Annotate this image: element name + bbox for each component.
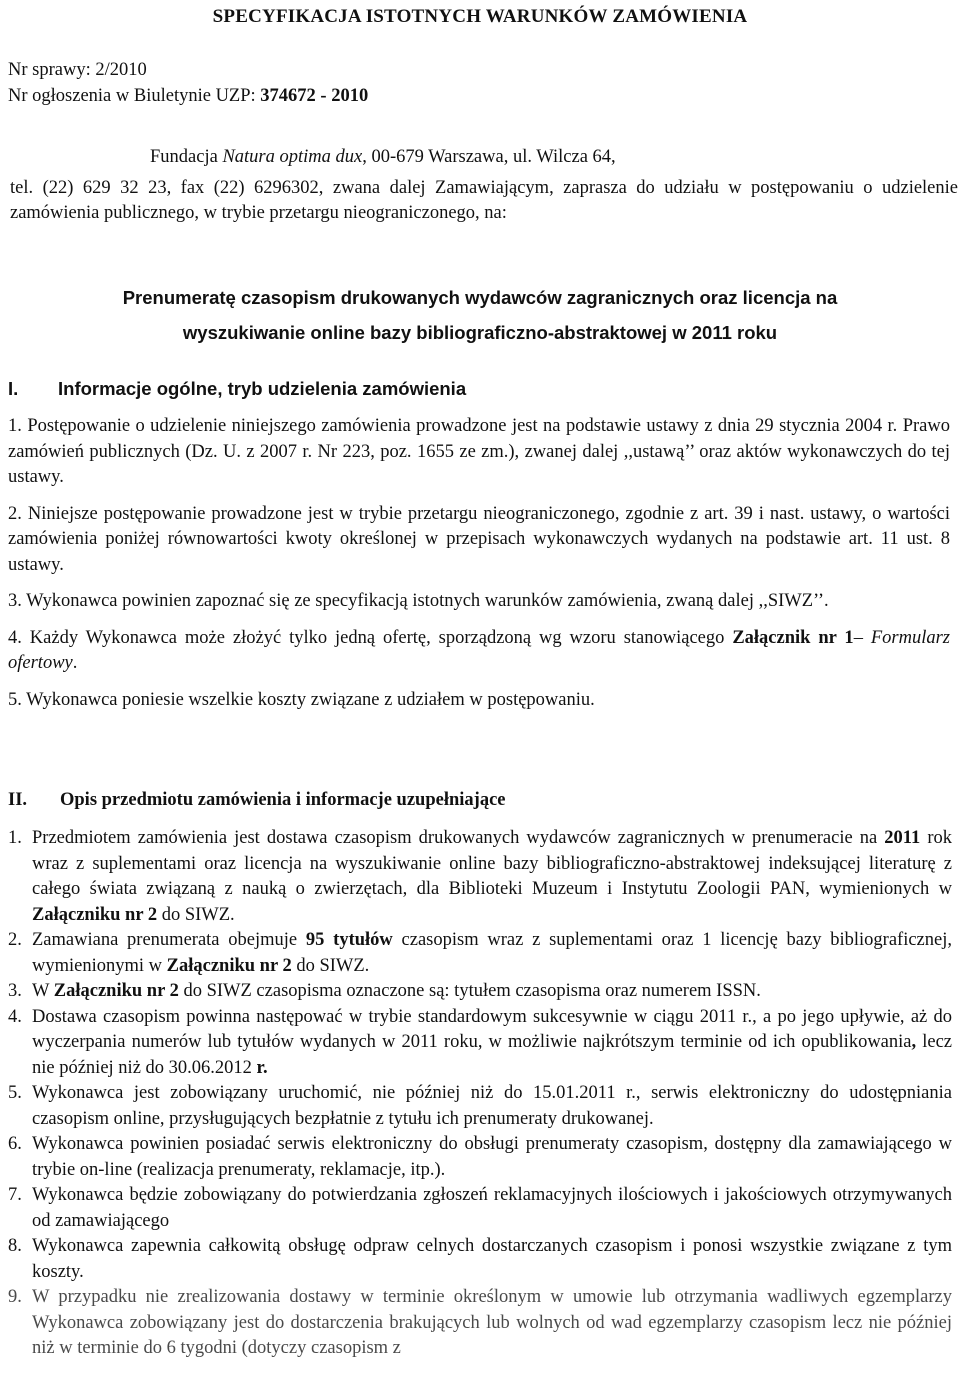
item-number: 1.	[8, 828, 22, 848]
item-number: 2.	[8, 503, 22, 524]
order-subject	[0, 280, 960, 350]
item-text: rok wraz z suplementami oraz licencja na wyszukiwanie online bazy bibliograficzno-abstraktowej indeksującej literaturę z całego świata związaną z nauką o zwierzętach, dla Biblioteki Muzeum i Instytutu Zoologii PAN, wymienionych w	[32, 828, 952, 899]
item-text: Wykonawca poniesie wszelkie koszty związane z udziałem w postępowaniu.	[26, 689, 595, 710]
list-item	[8, 979, 952, 1005]
item-number: 6.	[8, 1134, 22, 1154]
document-title: SPECYFIKACJA ISTOTNYCH WARUNKÓW ZAMÓWIENIA	[212, 6, 748, 27]
list-item	[8, 826, 952, 928]
item-number: 8.	[8, 1236, 22, 1256]
item-text: Wykonawca zapewnia całkowitą obsługę odpraw celnych dostarczanych czasopism i ponosi wszystkie związane z tym koszty.	[32, 1236, 952, 1282]
section-2-list	[8, 826, 952, 1362]
year-bold: 2011	[884, 828, 921, 848]
form-name: Formularz ofertowy	[8, 627, 951, 673]
item-text: Przedmiotem zamówienia jest dostawa czasopism drukowanych wydawców zagranicznych w prenumeracie na	[32, 828, 885, 848]
item-number: 4.	[8, 627, 22, 648]
item-text: .	[72, 653, 78, 673]
list-item	[8, 928, 952, 979]
item-text: Każdy Wykonawca może złożyć tylko jedną ofertę, sporządzoną wg wzoru stanowiącego	[29, 627, 733, 648]
list-item	[8, 414, 950, 491]
intro-rest: tel. (22) 629 32 23, fax (22) 6296302, zwana dalej Zamawiającym, zaprasza do udziału w postępowaniu o udzielenie zamówienia publicznego, w trybie przetargu nieograniczonego, na:	[10, 177, 958, 223]
attachment-ref: Załączniku nr 2	[32, 904, 158, 925]
item-number: 5.	[8, 689, 22, 710]
section-2-title: Opis przedmiotu zamówienia i informacje uzupełniające	[60, 790, 506, 810]
item-text: W przypadku nie zrealizowania dostawy w terminie określonym w umowie lub otrzymania wadliwych egzemplarzy Wykonawca zobowiązany jest do dostarczenia brakujących lub wolnych od wad egzemplarzy czasopism lecz nie później niż w terminie do 6 tygodni (dotyczy czasopism z	[32, 1287, 952, 1358]
comma-bold: ,	[911, 1032, 917, 1052]
section-2-number: II.	[8, 790, 28, 810]
section-1-list	[8, 414, 950, 724]
item-text: do SIWZ.	[291, 955, 370, 976]
item-text: czasopism wraz z suplementami oraz 1 licencję bazy bibliograficznej, wymienionymi w	[32, 930, 952, 976]
list-item	[8, 589, 950, 615]
item-number: 5.	[8, 1083, 22, 1103]
section-1-title: Informacje ogólne, tryb udzielenia zamówienia	[58, 378, 467, 399]
item-number: 9.	[8, 1287, 22, 1307]
item-number: 3.	[8, 591, 22, 611]
list-item	[8, 1132, 952, 1183]
item-text: Wykonawca jest zobowiązany uruchomić, nie później niż do 15.01.2011 r., serwis elektroniczny do udostępniania czasopism online, przysługujących bezpłatnie z tytułu ich prenumeraty drukowanej.	[32, 1083, 952, 1129]
item-text: Dostawa czasopism powinna następować w trybie standardowym sukcesywnie w ciągu 2011 r., a po jego upływie, aż do wyczerpania numerów lub tytułów wydanych w 2011 roku, w możliwie najkrótszym terminie od ich opublikowania	[32, 1006, 952, 1052]
intro-line-1	[10, 145, 958, 171]
attachment-ref: Załącznik nr 1	[732, 627, 854, 648]
item-text: do SIWZ.	[157, 904, 235, 925]
item-text: Postępowanie o udzielenie niniejszego zamówienia prowadzone jest na podstawie ustawy z dnia 29 stycznia 2004 r. Prawo zamówień publicznych (Dz. U. z 2007 r. Nr 223, poz. 1655 ze zm.), zwanej dalej ,,ustawą’’ oraz aktów wykonawczych do tej ustawy.	[8, 416, 951, 487]
list-item	[8, 1234, 952, 1285]
subject-line-2: wyszukiwanie online bazy bibliograficzno-abstraktowej w 2011 roku	[182, 322, 778, 343]
intro-paragraph	[10, 145, 958, 227]
attachment-ref: Załączniku nr 2	[53, 981, 179, 1001]
item-text: Wykonawca powinien posiadać serwis elektroniczny do obsługi prenumeraty czasopism, dostępny dla zamawiającego w trybie on-line (realizacja prenumeraty, reklamacje, itp.).	[32, 1134, 952, 1180]
item-text: Wykonawca powinien zapoznać się ze specyfikacją istotnych warunków zamówienia, zwaną dalej ,,SIWZ’’.	[26, 591, 829, 611]
item-number: 1.	[8, 416, 22, 436]
item-text: W	[32, 981, 54, 1001]
announcement-value: 374672 - 2010	[260, 86, 369, 106]
item-text: lecz nie później niż do 30.06.2012	[32, 1032, 952, 1078]
announcement-prefix: Nr ogłoszenia w Biuletynie UZP:	[8, 86, 261, 106]
item-number: 7.	[8, 1185, 22, 1205]
section-2-heading	[8, 788, 506, 814]
attachment-ref: Załączniku nr 2	[166, 955, 292, 976]
item-number: 4.	[8, 1006, 22, 1027]
subject-line-1: Prenumeratę czasopism drukowanych wydawców zagranicznych oraz licencja na	[122, 287, 838, 308]
list-item	[8, 502, 950, 579]
intro-address: , 00-679 Warszawa, ul. Wilcza 64,	[362, 147, 616, 167]
item-text: Zamawiana prenumerata obejmuje	[32, 930, 306, 950]
titles-count: 95 tytułów	[305, 930, 393, 950]
list-item	[8, 688, 950, 714]
announcement-number	[8, 84, 368, 110]
item-text: do SIWZ czasopisma oznaczone są: tytułem czasopisma oraz numerem ISSN.	[178, 981, 761, 1001]
intro-text: Fundacja	[150, 147, 223, 167]
item-number: 3.	[8, 981, 22, 1001]
list-item	[8, 1005, 952, 1082]
item-text: Niniejsze postępowanie prowadzone jest w trybie przetargu nieograniczonego, zgodnie z art. 39 i nast. ustawy, o wartości zamówienia poniżej równowartości kwoty określonej w przepisach wykonawczych wydanych na podstawie art. 11 ust. 8 ustawy.	[8, 503, 951, 575]
item-number: 2.	[8, 930, 22, 950]
item-text: –	[853, 627, 871, 648]
case-number: Nr sprawy: 2/2010	[8, 60, 147, 80]
list-item	[8, 1183, 952, 1234]
list-item	[8, 626, 950, 677]
section-1-heading	[8, 376, 466, 402]
section-1-number: I.	[8, 378, 19, 399]
year-suffix: r.	[256, 1057, 268, 1078]
list-item	[8, 1285, 952, 1362]
foundation-name: Natura optima dux	[222, 147, 363, 167]
item-text: Wykonawca będzie zobowiązany do potwierdzania zgłoszeń reklamacyjnych ilościowych i jakościowych otrzymywanych od zamawiającego	[32, 1185, 952, 1231]
list-item	[8, 1081, 952, 1132]
